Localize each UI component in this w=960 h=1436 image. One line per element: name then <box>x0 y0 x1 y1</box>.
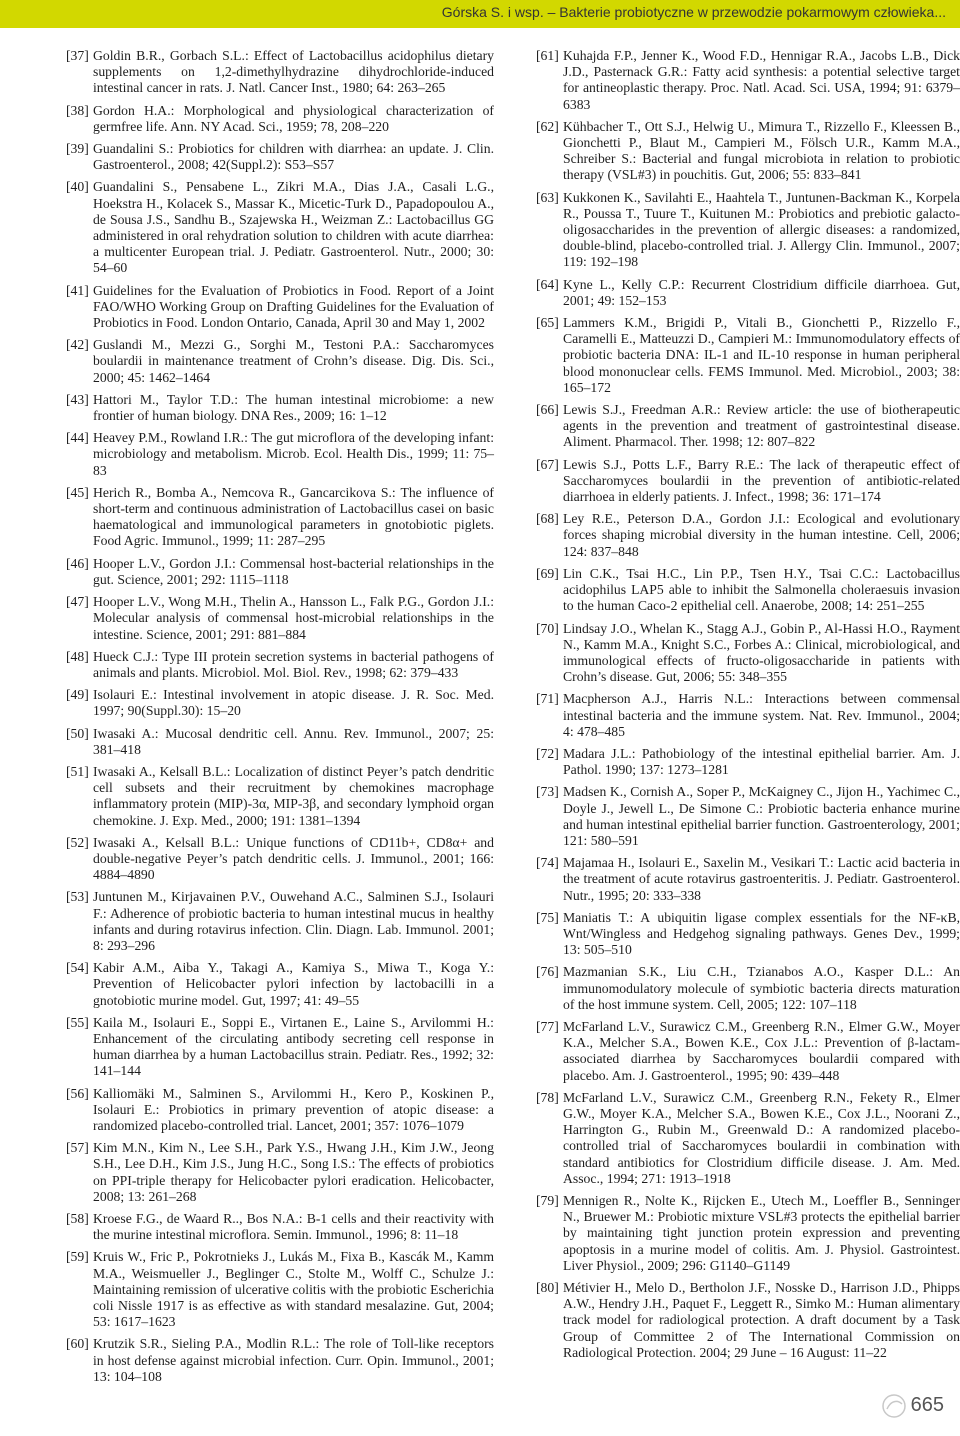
reference-number: [40] <box>66 179 89 195</box>
reference-text: Krutzik S.R., Sieling P.A., Modlin R.L.: The role of Toll-like receptors in host defense against microbial infection. Curr. Opin. Immunol., 2001; 13: 104–108 <box>93 1336 494 1384</box>
reference-entry <box>536 1019 960 1084</box>
reference-entry <box>536 315 960 396</box>
reference-entry <box>66 649 494 681</box>
reference-entry <box>536 277 960 309</box>
reference-text: Iwasaki A.: Mucosal dendritic cell. Annu. Rev. Immunol., 2007; 25: 381–418 <box>93 725 494 757</box>
reference-text: Iwasaki A., Kelsall B.L.: Localization of distinct Peyer’s patch dendritic cell subsets and their recruitment by chemokines macrophage inflammatory protein (MIP)-3α, MIP-3β, and secondary lymphoid organ chemokine. J. Exp. Med., 2000; 191: 1381–1394 <box>93 763 494 828</box>
reference-number: [60] <box>66 1336 89 1352</box>
reference-number: [55] <box>66 1014 89 1030</box>
reference-text: Kabir A.M., Aiba Y., Takagi A., Kamiya S., Miwa T., Koga Y.: Prevention of Helicobacter pylori infection by lactobacilli in a gnotobiotic murine model. Gut, 1997; 41: 49–55 <box>93 960 494 1008</box>
reference-entry <box>536 621 960 686</box>
reference-text: Hooper L.V., Wong M.H., Thelin A., Hansson L., Falk P.G., Gordon J.I.: Molecular analysis of commensal host-microbial relationships in the intestine. Science, 2001; 291: 881–884 <box>93 594 494 642</box>
reference-entry <box>66 430 494 479</box>
page-number: 665 <box>910 1394 944 1416</box>
reference-text: Isolauri E.: Intestinal involvement in atopic disease. J. R. Soc. Med. 1997; 90(Suppl.30): 15–20 <box>93 687 494 719</box>
reference-number: [72] <box>536 745 559 761</box>
reference-number: [79] <box>536 1193 559 1208</box>
reference-entry <box>536 48 960 113</box>
reference-entry <box>536 457 960 506</box>
running-title: Górska S. i wsp. – Bakterie probiotyczne w przewodzie pokarmowym człowieka... <box>441 4 946 20</box>
reference-number: [45] <box>66 484 89 500</box>
publisher-logo-icon <box>878 1392 914 1420</box>
reference-text: Hattori M., Taylor T.D.: The human intestinal microbiome: a new frontier of human biology. DNA Res., 2009; 16: 1–12 <box>93 391 494 424</box>
reference-entry <box>66 594 494 643</box>
reference-number: [43] <box>66 391 89 407</box>
reference-number: [52] <box>66 834 89 850</box>
reference-number: [51] <box>66 763 89 779</box>
reference-text: Juntunen M., Kirjavainen P.V., Ouwehand A.C., Salminen S.J., Isolauri F.: Adherence of probiotic bacteria to human intestinal mucus in healthy infants and during rotavirus infection. Clin. Diagn. Lab. Immunol. 2001; 8: 293–296 <box>93 889 494 953</box>
reference-entry <box>66 485 494 550</box>
reference-entry <box>536 855 960 904</box>
reference-text: Iwasaki A., Kelsall B.L.: Unique functions of CD11b+, CD8α+ and double-negative Peyer’s patch dendritic cells. J. Immunol., 2001; 166: 4884–4890 <box>93 834 494 883</box>
reference-text: Majamaa H., Isolauri E., Saxelin M., Vesikari T.: Lactic acid bacteria in the treatment of acute rotavirus gastroenteritis. J. Pediatr. Gastroenterol. Nutr., 1995; 20: 333–338 <box>563 855 960 903</box>
reference-entry <box>536 402 960 451</box>
reference-number: [64] <box>536 276 559 292</box>
reference-entry <box>66 179 494 276</box>
references-left-column <box>66 48 494 1391</box>
reference-number: [49] <box>66 687 89 703</box>
reference-number: [78] <box>536 1089 559 1105</box>
reference-entry <box>66 889 494 954</box>
reference-entry <box>536 784 960 849</box>
reference-text: Goldin B.R., Gorbach S.L.: Effect of Lactobacillus acidophilus dietary supplements on 1,2-dimethylhydrazine dihydrochloride-induced intestinal cancer in rats. J. Natl. Cancer Inst., 1980; 64: 263–265 <box>93 48 494 96</box>
reference-text: Ley R.E., Peterson D.A., Gordon J.I.: Ecological and evolutionary forces shaping microbial diversity in the human intestine. Cell, 2006; 124: 837–848 <box>563 511 960 559</box>
reference-entry <box>66 1249 494 1330</box>
reference-number: [58] <box>66 1211 89 1226</box>
reference-entry <box>66 835 494 884</box>
reference-number: [63] <box>536 189 559 205</box>
reference-number: [67] <box>536 456 559 472</box>
reference-number: [62] <box>536 118 559 134</box>
reference-entry <box>536 119 960 184</box>
reference-entry <box>536 566 960 615</box>
reference-number: [46] <box>66 555 89 571</box>
reference-number: [54] <box>66 960 89 976</box>
reference-entry <box>536 910 960 959</box>
reference-number: [61] <box>536 48 559 63</box>
reference-entry <box>66 556 494 588</box>
reference-entry <box>66 687 494 719</box>
reference-text: Guandalini S., Pensabene L., Zikri M.A., Dias J.A., Casali L.G., Hoekstra H., Kolacek S., Massar K., Micetic-Turk D., Papadopoulou A., de Sousa J.S., Sandhu B., Szajewska H., Weizman Z.: Lactobacillus GG administered in oral rehydration solution to children with acute diarrhea: a multicenter European trial. J. Pediatr. Gastroenterol. Nutr., 2000; 30: 54–60 <box>93 179 494 276</box>
reference-entry <box>66 1086 494 1135</box>
reference-text: Lewis S.J., Freedman A.R.: Review article: the use of biotherapeutic agents in the prevention and treatment of gastrointestinal disease. Aliment. Pharmacol. Ther. 1998; 12: 807–822 <box>563 402 960 450</box>
reference-text: Maniatis T.: A ubiquitin ligase complex essentials for the NF-κB, Wnt/Wingless and Hedgehog signaling pathways. Genes Dev., 1999; 13: 505–510 <box>563 909 960 958</box>
reference-number: [77] <box>536 1018 559 1034</box>
reference-number: [47] <box>66 594 89 610</box>
reference-number: [71] <box>536 691 559 707</box>
reference-text: Lewis S.J., Potts L.F., Barry R.E.: The lack of therapeutic effect of Saccharomyces boulardii in the prevention of antibiotic-related diarrhoea in elderly patients. J. Infect., 1998; 36: 171–174 <box>563 456 960 505</box>
reference-entry <box>66 1140 494 1205</box>
reference-text: Métivier H., Melo D., Bertholon J.F., Nosske D., Harrison J.D., Phipps A.W., Hendry J.H., Paquet F., Leggett R., Simko M.: Human alimentary track model for radiological protection. A draft document by a Task Group of Committee 2 of The International Commission on Radiological Protection. 2004; 29 June – 16 August: 11–22 <box>563 1280 960 1360</box>
reference-text: Guidelines for the Evaluation of Probiotics in Food. Report of a Joint FAO/WHO Working Group on Drafting Guidelines for the Evaluation of Probiotics in Food. London Ontario, Canada, April 30 and May 1, 2002 <box>93 282 494 331</box>
reference-number: [68] <box>536 511 559 527</box>
reference-text: Kuhajda F.P., Jenner K., Wood F.D., Hennigar R.A., Jacobs L.B., Dick J.D., Pasternack G.R.: Fatty acid synthesis: a potential selective target for antineoplastic therapy. Proc. Natl. Acad. Sci. USA, 1994; 91: 6379–6383 <box>563 48 960 112</box>
reference-number: [65] <box>536 315 559 331</box>
reference-text: Madsen K., Cornish A., Soper P., McKaigney C., Jijon H., Yachimec C., Doyle J., Jewell L., De Simone C.: Probiotic bacteria enhance murine and human intestinal epithelial barrier function. Gastroenterology, 2001; 121: 580–591 <box>563 784 960 848</box>
reference-text: Heavey P.M., Rowland I.R.: The gut microflora of the developing infant: microbiology and metabolism. Microb. Ecol. Health Dis., 1999; 11: 75–83 <box>93 430 494 478</box>
reference-number: [44] <box>66 430 89 446</box>
reference-text: McFarland L.V., Surawicz C.M., Greenberg R.N., Elmer G.W., Moyer K.A., Melcher S.A., Bowen K.E., Cox J.L.: Prevention of β-lactam-associated diarrhea by Saccharomyces boulardii compared with placebo. Am. J. Gastroenterol., 1995; 90: 439–448 <box>563 1018 960 1083</box>
reference-number: [48] <box>66 648 89 664</box>
reference-number: [56] <box>66 1085 89 1101</box>
reference-text: Hueck C.J.: Type III protein secretion systems in bacterial pathogens of animals and plants. Microbiol. Mol. Biol. Rev., 1998; 62: 379–433 <box>93 648 494 680</box>
reference-entry <box>536 691 960 740</box>
reference-entry <box>536 190 960 271</box>
references-right-column <box>536 48 960 1367</box>
header-bar <box>0 0 960 28</box>
reference-entry <box>66 1015 494 1080</box>
reference-text: Lin C.K., Tsai H.C., Lin P.P., Tsen H.Y., Tsai C.C.: Lactobacillus acidophilus LAP5 able to inhibit the Salmonella choleraesuis invasion to the human Caco-2 epithelial cell. Anaerobe, 2008; 14: 251–255 <box>563 565 960 614</box>
reference-text: Lindsay J.O., Whelan K., Stagg A.J., Gobin P., Al-Hassi H.O., Rayment N., Kamm M.A., Knight S.C., Forbes A.: Clinical, microbiological, and immunological effects of fructo-oligosaccharide in patients with Crohn’s disease. Gut, 2006; 55: 348–355 <box>563 620 960 685</box>
reference-text: Hooper L.V., Gordon J.I.: Commensal host-bacterial relationships in the gut. Science, 2001; 292: 1115–1118 <box>93 555 494 587</box>
reference-entry <box>66 141 494 173</box>
reference-text: Kroese F.G., de Waard R.., Bos N.A.: B-1 cells and their reactivity with the murine intestinal microflora. Semin. Immunol., 1996; 8: 11–18 <box>93 1211 494 1243</box>
reference-entry <box>536 1280 960 1361</box>
reference-entry <box>66 392 494 424</box>
reference-text: Guslandi M., Mezzi G., Sorghi M., Testoni P.A.: Saccharomyces boulardii in maintenance treatment of Crohn’s disease. Dig. Dis. Sci., 2000; 45: 1462–1464 <box>93 337 494 385</box>
reference-number: [70] <box>536 620 559 636</box>
reference-text: Kyne L., Kelly C.P.: Recurrent Clostridium difficile diarrhoea. Gut, 2001; 49: 152–153 <box>563 276 960 308</box>
reference-number: [69] <box>536 565 559 581</box>
reference-entry <box>66 337 494 386</box>
reference-number: [50] <box>66 725 89 741</box>
reference-text: Kim M.N., Kim N., Lee S.H., Park Y.S., Hwang J.H., Kim J.W., Jeong S.H., Lee D.H., Kim J.S., Jung H.C., Song I.S.: The effects of probiotics on PPI-triple therapy for Helicobacter pylori eradication. Helicobacter, 2008; 13: 261–268 <box>93 1140 494 1204</box>
reference-entry <box>536 511 960 560</box>
reference-entry <box>536 746 960 778</box>
reference-entry <box>66 1336 494 1385</box>
reference-number: [73] <box>536 784 559 800</box>
reference-entry <box>66 1211 494 1243</box>
reference-number: [38] <box>66 102 89 118</box>
reference-text: Gordon H.A.: Morphological and physiological characterization of germfree life. Ann. NY Acad. Sci., 1959; 78, 208–220 <box>93 102 494 134</box>
reference-number: [42] <box>66 337 89 353</box>
reference-entry <box>66 726 494 758</box>
reference-number: [75] <box>536 909 559 925</box>
reference-entry <box>536 964 960 1013</box>
reference-entry <box>66 960 494 1009</box>
reference-text: Mennigen R., Nolte K., Rijcken E., Utech M., Loeffler B., Senninger N., Bruewer M.: Probiotic mixture VSL#3 protects the epithelial barrier by maintaining tight junction protein expression and preventing apoptosis in a murine model of colitis. Am. J. Physiol. Gastrointest. Liver Physiol., 2009; 296: G1140–G1149 <box>563 1193 960 1273</box>
reference-number: [66] <box>536 402 559 418</box>
reference-text: Macpherson A.J., Harris N.L.: Interactions between commensal intestinal bacteria and the immune system. Nat. Rev. Immunol., 2004; 4: 478–485 <box>563 691 960 739</box>
reference-entry <box>66 764 494 829</box>
reference-number: [57] <box>66 1140 89 1156</box>
reference-number: [53] <box>66 889 89 905</box>
reference-text: Kalliomäki M., Salminen S., Arvilommi H., Kero P., Koskinen P., Isolauri E.: Probiotics in primary prevention of atopic disease: a randomized placebo-controlled trial. Lancet, 2001; 357: 1076–1079 <box>93 1085 494 1133</box>
reference-text: Madara J.L.: Pathobiology of the intestinal epithelial barrier. Am. J. Pathol. 1990; 137: 1273–1281 <box>563 745 960 778</box>
reference-text: Herich R., Bomba A., Nemcova R., Gancarcikova S.: The influence of short-term and continuous administration of Lactobacillus casei on basic haematological and immunological parameters in gnotobiotic piglets. Food Agric. Immunol., 1999; 11: 287–295 <box>93 484 494 549</box>
reference-entry <box>66 48 494 97</box>
reference-number: [59] <box>66 1249 89 1265</box>
reference-number: [74] <box>536 855 559 871</box>
reference-entry <box>536 1193 960 1274</box>
reference-text: Kukkonen K., Savilahti E., Haahtela T., Juntunen-Backman K., Korpela R., Poussa T., Tuure T., Kuitunen M.: Probiotics and prebiotic galacto-oligosaccharides in the prevention of allergic diseases: a randomized, double-blind, placebo-controlled trial. J. Allergy Clin. Immunol., 2007; 119: 192–198 <box>563 189 960 270</box>
reference-number: [80] <box>536 1280 559 1296</box>
reference-text: Guandalini S.: Probiotics for children with diarrhea: an update. J. Clin. Gastroenterol., 2008; 42(Suppl.2): S53–S57 <box>93 141 494 173</box>
reference-entry <box>66 283 494 332</box>
reference-number: [39] <box>66 141 89 157</box>
reference-text: McFarland L.V., Surawicz C.M., Greenberg R.N., Fekety R., Elmer G.W., Moyer K.A., Melcher S.A., Bowen K.E., Cox J.L., Noorani Z., Harrington G., Rubin M., Greenwald D.: A randomized placebo-controlled trial of Saccharomyces boulardii in combination with standard antibiotics for Clostridium difficile disease. J. Am. Med. Assoc., 1994; 271: 1913–1918 <box>563 1089 960 1186</box>
reference-number: [41] <box>66 282 89 298</box>
reference-number: [76] <box>536 964 559 980</box>
reference-entry <box>66 103 494 135</box>
reference-number: [37] <box>66 48 89 63</box>
reference-text: Kühbacher T., Ott S.J., Helwig U., Mimura T., Rizzello F., Kleessen B., Gionchetti P., Blaut M., Campieri M., Fölsch U.R., Kamm M.A., Schreiber S.: Bacterial and fungal microbiota in relation to probiotic therapy (VSL#3) in pouchitis. Gut, 2006; 55: 833–841 <box>563 118 960 183</box>
reference-entry <box>536 1090 960 1187</box>
reference-text: Lammers K.M., Brigidi P., Vitali B., Gionchetti P., Rizzello F., Caramelli E., Matteuzzi D., Campieri M.: Immunomodulatory effects of probiotic bacteria DNA: IL-1 and IL-10 response in human peripheral blood mononuclear cells. FEMS Immunol. Med. Microbiol., 2003; 38: 165–172 <box>563 315 960 395</box>
reference-text: Kruis W., Fric P., Pokrotnieks J., Lukás M., Fixa B., Kascák M., Kamm M.A., Weismueller J., Beglinger C., Stolte M., Wolff C., Schulze J.: Maintaining remission of ulcerative colitis with the probiotic Escherichia coli Nissle 1917 is as effective as with standard mesalazine. Gut, 2004; 53: 1617–1623 <box>93 1249 494 1330</box>
reference-text: Mazmanian S.K., Liu C.H., Tzianabos A.O., Kasper D.L.: An immunomodulatory molecule of symbiotic bacteria directs maturation of the host immune system. Cell, 2005; 122: 107–118 <box>563 964 960 1012</box>
reference-text: Kaila M., Isolauri E., Soppi E., Virtanen E., Laine S., Arvilommi H.: Enhancement of the circulating antibody secreting cell response in human diarrhea by a human Lactobacillus strain. Pediatr. Res., 1992; 32: 141–144 <box>93 1014 494 1079</box>
